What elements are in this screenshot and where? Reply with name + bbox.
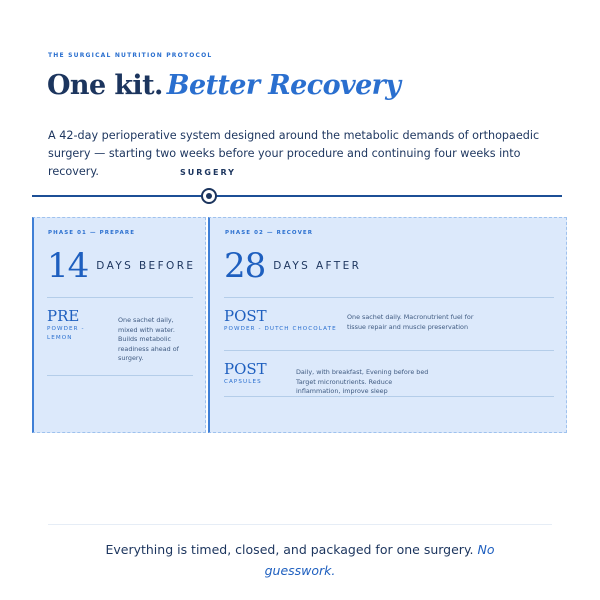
product-name: POST <box>224 307 267 325</box>
divider <box>224 297 554 298</box>
title-main: One kit. <box>47 70 163 101</box>
product-name: POST <box>224 360 267 378</box>
eyebrow-label: THE SURGICAL NUTRITION PROTOCOL <box>48 52 213 59</box>
days-count <box>224 246 361 286</box>
phase-label: PHASE 01 — PREPARE <box>48 230 136 236</box>
days-number: 14 <box>47 246 89 286</box>
surgery-label: SURGERY <box>180 168 236 177</box>
phase-recover-panel <box>208 217 567 433</box>
product-sub: CAPSULES <box>224 379 262 385</box>
product-description: One sachet daily. Macronutrient fuel for tissue repair and muscle preservation <box>347 313 474 331</box>
product-name: PRE <box>47 307 80 325</box>
phase-label: PHASE 02 — RECOVER <box>225 230 314 236</box>
days-text: DAYS AFTER <box>273 260 362 272</box>
page-title <box>47 64 400 102</box>
marker-dot <box>206 193 212 199</box>
divider <box>224 396 554 397</box>
product-sub: POWDER - LEMON <box>47 326 85 341</box>
product-sub: POWDER - DUTCH CHOCOLATE <box>224 326 337 332</box>
divider <box>224 350 554 351</box>
surgery-marker-icon <box>201 188 217 204</box>
days-text: DAYS BEFORE <box>96 260 196 272</box>
days-number: 28 <box>224 246 266 286</box>
closing-text: Everything is timed, closed, and packaged for one surgery. <box>105 542 474 557</box>
product-description: One sachet daily, mixed with water. Builds metabolic readiness ahead of surgery. <box>118 316 179 363</box>
title-accent: Better Recovery <box>166 70 401 101</box>
product-description: Daily, with breakfast, Evening before bed Target micronutrients. Reduce inflammation, improve sleep <box>296 368 429 396</box>
divider <box>47 375 193 376</box>
closing-statement <box>100 539 500 581</box>
phase-prepare-panel <box>32 217 206 433</box>
intro-paragraph: A 42-day perioperative system designed around the metabolic demands of orthopaedic surgery — starting two weeks before your procedure and continuing four weeks into recovery. <box>48 129 540 178</box>
footer-divider <box>48 524 552 525</box>
days-count <box>47 246 195 286</box>
closing-accent: No guesswork. <box>264 542 495 578</box>
timeline-line <box>32 195 562 197</box>
divider <box>47 297 193 298</box>
